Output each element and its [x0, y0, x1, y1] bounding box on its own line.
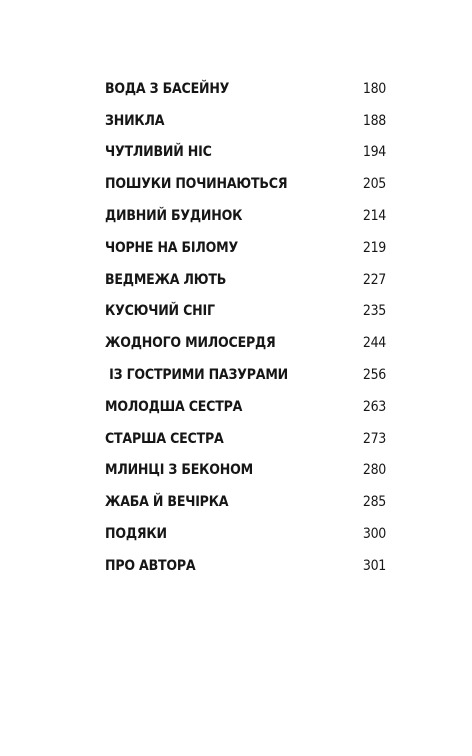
- toc-entry-title: ДИВНИЙ БУДИНОК: [105, 208, 243, 225]
- toc-entry[interactable]: [105, 200, 386, 232]
- toc-entry-title: ЗНИКЛА: [105, 112, 165, 129]
- toc-entry-page: 256: [362, 367, 386, 384]
- toc-entry-title: ЖАБА Й ВЕЧІРКА: [105, 494, 229, 511]
- toc-entry-page: 273: [362, 430, 386, 447]
- toc-entry-title: ЧОРНЕ НА БІЛОМУ: [105, 239, 239, 256]
- toc-entry-page: 227: [362, 271, 386, 288]
- toc-entry-title: ПРО АВТОРА: [105, 557, 196, 574]
- toc-entry-title: ВОДА З БАСЕЙНУ: [105, 80, 230, 97]
- toc-entry[interactable]: [105, 359, 386, 391]
- toc-entry-page: 205: [362, 176, 386, 193]
- toc-entry-page: 263: [362, 398, 386, 415]
- toc-entry-title: ЖОДНОГО МИЛОСЕРДЯ: [105, 335, 276, 352]
- toc-entry-page: 301: [362, 557, 386, 574]
- toc-entry[interactable]: [105, 486, 386, 518]
- toc-entry-page: 219: [362, 239, 386, 256]
- toc-entry-title: ЧУТЛИВИЙ НІС: [105, 144, 212, 161]
- toc-entry-title: ВЕДМЕЖА ЛЮТЬ: [105, 271, 227, 288]
- toc-entry[interactable]: [105, 168, 386, 200]
- toc-entry-page: 285: [362, 494, 386, 511]
- toc-entry-title: ПОШУКИ ПОЧИНАЮТЬСЯ: [105, 176, 288, 193]
- toc-entry[interactable]: [105, 73, 386, 105]
- toc-entry-page: 280: [362, 462, 386, 479]
- toc-entry[interactable]: [105, 518, 386, 550]
- toc-entry-page: 180: [362, 80, 386, 97]
- toc-entry[interactable]: [105, 327, 386, 359]
- toc-entry[interactable]: [105, 455, 386, 487]
- toc-entry-page: 244: [362, 335, 386, 352]
- toc-entry[interactable]: [105, 423, 386, 455]
- toc-entry[interactable]: [105, 296, 386, 328]
- toc-entry-title: СТАРША СЕСТРА: [105, 430, 224, 447]
- toc-entry-page: 188: [362, 112, 386, 129]
- toc-entry-title: ІЗ ГОСТРИМИ ПАЗУРАМИ: [105, 367, 288, 384]
- toc-entry-title: ПОДЯКИ: [105, 526, 167, 543]
- toc-entry-page: 214: [362, 208, 386, 225]
- toc-entry[interactable]: [105, 391, 386, 423]
- toc-entry-page: 194: [362, 144, 386, 161]
- table-of-contents: [105, 73, 386, 582]
- toc-entry[interactable]: [105, 105, 386, 137]
- toc-entry[interactable]: [105, 264, 386, 296]
- toc-entry-title: КУСЮЧИЙ СНІГ: [105, 303, 215, 320]
- toc-entry-page: 300: [362, 526, 386, 543]
- toc-entry[interactable]: [105, 550, 386, 582]
- toc-entry-title: МОЛОДША СЕСТРА: [105, 398, 243, 415]
- toc-entry[interactable]: [105, 137, 386, 169]
- toc-entry-page: 235: [362, 303, 386, 320]
- toc-entry-title: МЛИНЦІ З БЕКОНОМ: [105, 462, 253, 479]
- toc-entry[interactable]: [105, 232, 386, 264]
